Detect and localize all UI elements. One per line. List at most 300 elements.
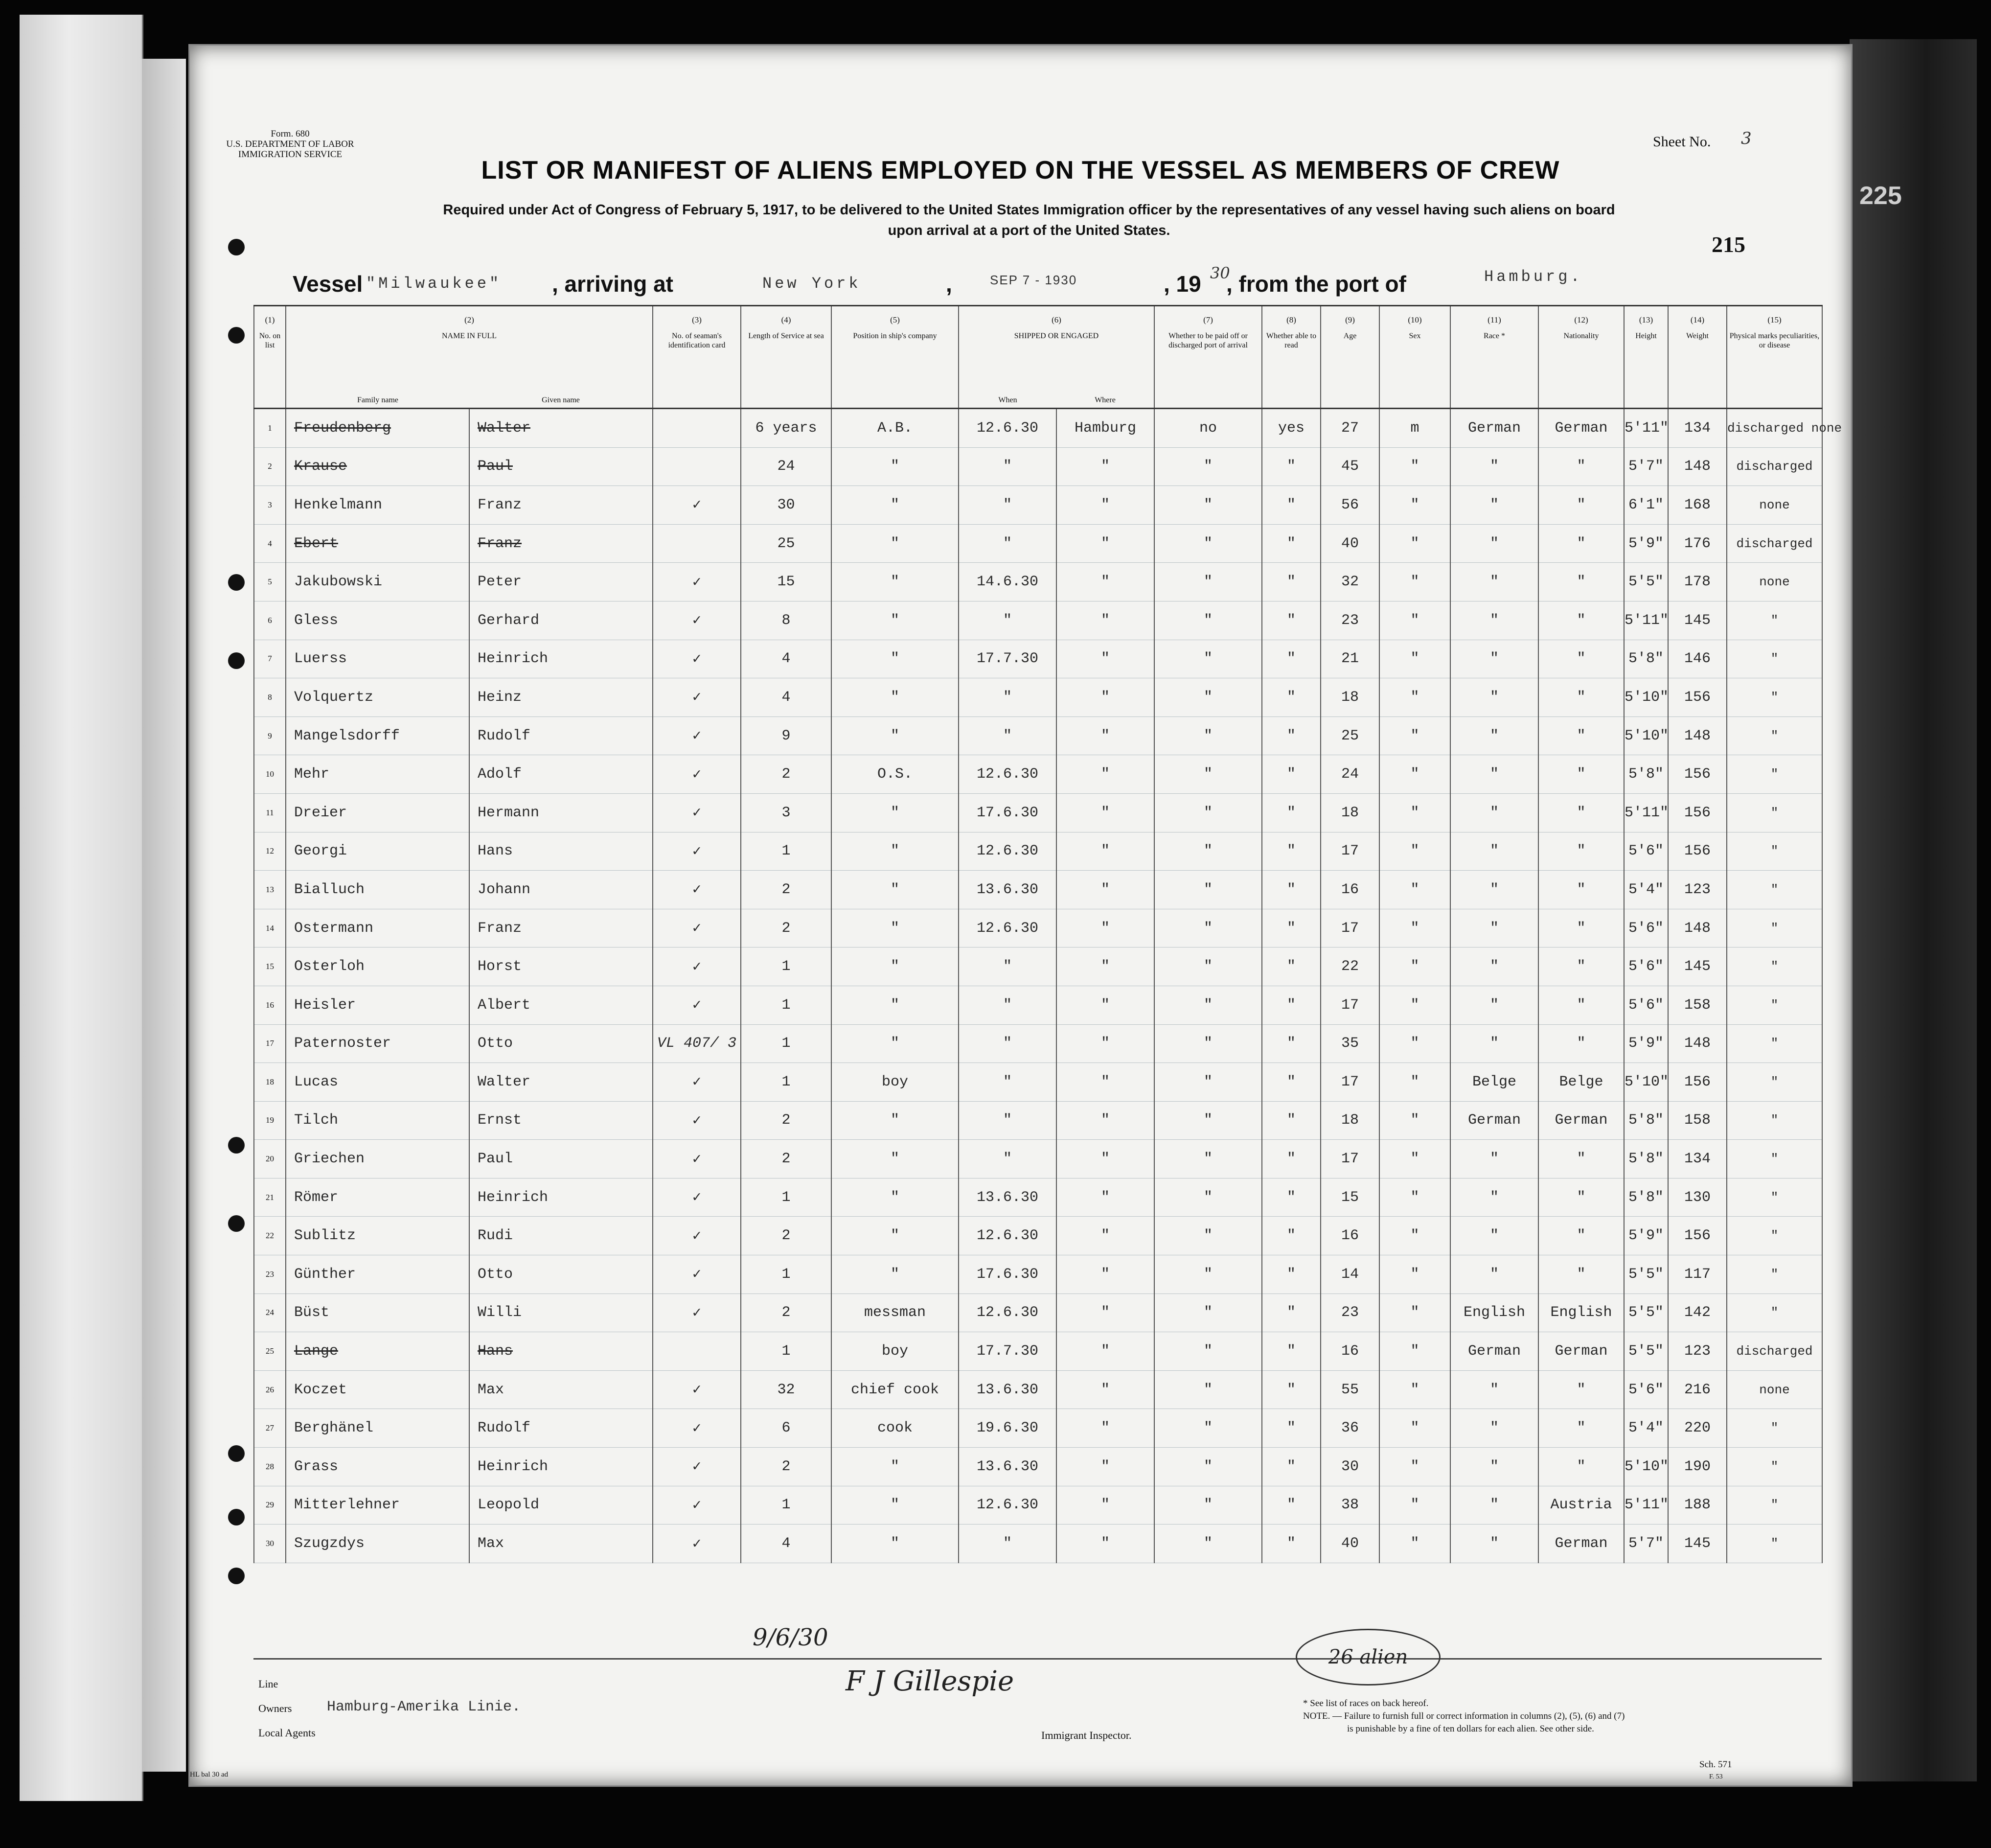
cell-weight: 145 [1668,1525,1727,1563]
cell-position: " [831,947,959,986]
subtitle-line: upon arrival at a port of the United States. [888,223,1170,238]
cell-when: " [959,1101,1056,1140]
col-position: (5) Position in ship's company [831,306,959,409]
penalty-note-cont: is punishable by a fine of ten dollars for each alien. See other side. [1347,1724,1594,1734]
cell-marks: " [1727,1101,1822,1140]
cell-age: 16 [1321,871,1379,909]
cell-paid: " [1154,1217,1262,1255]
cell-race: " [1450,793,1538,832]
col-paid-off: (7) Whether to be paid off or discharged port of arrival [1154,306,1262,409]
cell-service: 4 [741,1525,831,1563]
cell-race: " [1450,486,1538,525]
col-age: (9) Age [1321,306,1379,409]
cell-card: ✓ [653,1525,741,1563]
cell-card [653,1332,741,1371]
cell-family: Gless [286,601,469,640]
cell-weight: 145 [1668,601,1727,640]
table-row [254,1140,1822,1178]
cell-family: Heisler [286,986,469,1024]
cell-service: 3 [741,793,831,832]
cell-paid: no [1154,409,1262,448]
cell-marks: " [1727,1024,1822,1063]
cell-nat: " [1538,447,1624,486]
cell-when: " [959,1024,1056,1063]
cell-no: 12 [254,832,286,871]
table-row [254,563,1822,601]
cell-marks: " [1727,832,1822,871]
table-row [254,909,1822,947]
cell-where: " [1056,524,1154,563]
punch-hole [228,1445,245,1462]
cell-sex: " [1379,1332,1450,1371]
cell-given: Heinrich [469,1178,653,1217]
cell-read: " [1262,1255,1321,1294]
cell-nat: " [1538,563,1624,601]
table-row [254,793,1822,832]
cell-no: 28 [254,1448,286,1486]
cell-sex: " [1379,909,1450,947]
cell-weight: 176 [1668,524,1727,563]
stamp-number: 215 [1712,232,1745,257]
year-prefix: , 19 [1164,271,1201,297]
cell-paid: " [1154,1332,1262,1371]
cell-race: " [1450,986,1538,1024]
cell-sex: " [1379,1063,1450,1102]
cell-paid: " [1154,1486,1262,1525]
cell-paid: " [1154,486,1262,525]
cell-height: 5'7" [1624,1525,1668,1563]
cell-nat: " [1538,871,1624,909]
cell-nat: " [1538,1140,1624,1178]
cell-age: 23 [1321,1294,1379,1332]
vessel-line [190,264,1851,300]
cell-no: 7 [254,640,286,678]
cell-nat: " [1538,1370,1624,1409]
cell-card [653,409,741,448]
cell-given: Hermann [469,793,653,832]
cell-card: ✓ [653,1486,741,1525]
edge-page-number: 225 [1859,182,1902,210]
cell-where: " [1056,601,1154,640]
cell-card: ✓ [653,1255,741,1294]
cell-height: 5'6" [1624,986,1668,1024]
cell-no: 17 [254,1024,286,1063]
cell-family: Krause [286,447,469,486]
cell-weight: 220 [1668,1409,1727,1448]
cell-paid: " [1154,1101,1262,1140]
cell-no: 21 [254,1178,286,1217]
cell-given: Peter [469,563,653,601]
cell-nat: " [1538,1255,1624,1294]
cell-paid: " [1154,640,1262,678]
cell-position: " [831,1448,959,1486]
cell-no: 19 [254,1101,286,1140]
cell-race: " [1450,1486,1538,1525]
punch-hole [228,1137,245,1154]
cell-when: " [959,716,1056,755]
cell-weight: 190 [1668,1448,1727,1486]
vessel-label: Vessel [293,271,363,297]
cell-given: Horst [469,947,653,986]
cell-weight: 156 [1668,1063,1727,1102]
table-row [254,871,1822,909]
cell-weight: 156 [1668,755,1727,794]
cell-paid: " [1154,1178,1262,1217]
cell-given: Gerhard [469,601,653,640]
cell-position: " [831,1525,959,1563]
cell-card: ✓ [653,1409,741,1448]
cell-height: 5'8" [1624,1101,1668,1140]
cell-race: " [1450,1409,1538,1448]
cell-card: ✓ [653,1370,741,1409]
cell-sex: " [1379,563,1450,601]
cell-service: 2 [741,1217,831,1255]
cell-read: " [1262,1063,1321,1102]
cell-service: 1 [741,1063,831,1102]
cell-where: " [1056,871,1154,909]
cell-position: " [831,563,959,601]
cell-race: " [1450,1217,1538,1255]
cell-when: 12.6.30 [959,409,1056,448]
cell-when: 13.6.30 [959,1448,1056,1486]
cell-sex: " [1379,1024,1450,1063]
cell-race: " [1450,755,1538,794]
table-row [254,947,1822,986]
cell-no: 27 [254,1409,286,1448]
cell-read: " [1262,524,1321,563]
cell-weight: 156 [1668,1217,1727,1255]
cell-weight: 145 [1668,947,1727,986]
cell-service: 1 [741,1178,831,1217]
page-title: LIST OR MANIFEST OF ALIENS EMPLOYED ON THE VESSEL AS MEMBERS OF CREW [481,156,1560,185]
cell-where: " [1056,1178,1154,1217]
cell-service: 1 [741,1024,831,1063]
cell-where: " [1056,755,1154,794]
inspector-signature: F J Gillespie [846,1665,1014,1697]
cell-marks: discharged none [1727,409,1822,448]
col-service: (4) Length of Service at sea [741,306,831,409]
sheet-label: Sheet No. [1653,134,1711,150]
cell-weight: 178 [1668,563,1727,601]
cell-age: 17 [1321,986,1379,1024]
cell-sex: " [1379,986,1450,1024]
cell-given: Heinz [469,678,653,717]
cell-age: 17 [1321,1140,1379,1178]
cell-where: " [1056,1294,1154,1332]
table-row [254,716,1822,755]
cell-marks: " [1727,1178,1822,1217]
table-row [254,1409,1822,1448]
col-given-name: Given name [542,396,580,404]
cell-read: " [1262,909,1321,947]
cell-when: " [959,1525,1056,1563]
cell-paid: " [1154,1370,1262,1409]
cell-service: 2 [741,1140,831,1178]
cell-position: " [831,1024,959,1063]
cell-read: " [1262,640,1321,678]
cell-position: " [831,601,959,640]
cell-race: " [1450,871,1538,909]
cell-weight: 146 [1668,640,1727,678]
cell-card: ✓ [653,1178,741,1217]
cell-age: 16 [1321,1217,1379,1255]
arriving-label: , arriving at [552,271,673,297]
cell-no: 13 [254,871,286,909]
cell-height: 5'6" [1624,832,1668,871]
cell-read: " [1262,1178,1321,1217]
cell-given: Franz [469,524,653,563]
cell-race: " [1450,524,1538,563]
cell-family: Griechen [286,1140,469,1178]
table-row [254,832,1822,871]
cell-read: " [1262,832,1321,871]
cell-card: ✓ [653,1294,741,1332]
cell-paid: " [1154,563,1262,601]
cell-service: 30 [741,486,831,525]
inspector-label: Immigrant Inspector. [1041,1729,1132,1741]
cell-sex: " [1379,793,1450,832]
cell-nat: " [1538,1024,1624,1063]
cell-read: " [1262,1448,1321,1486]
cell-family: Grass [286,1448,469,1486]
cell-height: 5'6" [1624,947,1668,986]
cell-paid: " [1154,1409,1262,1448]
cell-nat: German [1538,1332,1624,1371]
cell-when: 19.6.30 [959,1409,1056,1448]
cell-read: yes [1262,409,1321,448]
col-name: (2) NAME IN FULL Family name Given name [286,306,653,409]
cell-where: " [1056,563,1154,601]
table-row [254,755,1822,794]
cell-given: Hans [469,1332,653,1371]
cell-height: 5'6" [1624,1370,1668,1409]
cell-family: Berghänel [286,1409,469,1448]
cell-height: 5'11" [1624,793,1668,832]
cell-family: Mitterlehner [286,1486,469,1525]
cell-paid: " [1154,909,1262,947]
cell-weight: 148 [1668,447,1727,486]
col-nationality: (12) Nationality [1538,306,1624,409]
table-row [254,1370,1822,1409]
cell-race: " [1450,601,1538,640]
cell-age: 17 [1321,832,1379,871]
cell-family: Büst [286,1294,469,1332]
form-number: Form. 680 [271,129,310,139]
cell-nat: " [1538,640,1624,678]
cell-given: Max [469,1525,653,1563]
cell-race: " [1450,832,1538,871]
cell-paid: " [1154,986,1262,1024]
cell-weight: 156 [1668,832,1727,871]
cell-family: Mehr [286,755,469,794]
cell-position: boy [831,1063,959,1102]
table-bottom-rule [253,1658,1822,1660]
cell-marks: " [1727,793,1822,832]
cell-when: " [959,1140,1056,1178]
cell-when: " [959,1063,1056,1102]
cell-race: " [1450,1525,1538,1563]
cell-weight: 158 [1668,1101,1727,1140]
cell-weight: 216 [1668,1370,1727,1409]
cell-age: 30 [1321,1448,1379,1486]
cell-card: ✓ [653,716,741,755]
cell-when: " [959,524,1056,563]
table-row [254,447,1822,486]
footnote-block [1303,1697,1792,1735]
col-family-name: Family name [357,396,398,404]
cell-height: 5'8" [1624,1140,1668,1178]
cell-nat: " [1538,1448,1624,1486]
cell-sex: " [1379,1101,1450,1140]
cell-height: 5'11" [1624,1486,1668,1525]
cell-age: 18 [1321,793,1379,832]
cell-nat: " [1538,1217,1624,1255]
cell-position: " [831,1217,959,1255]
cell-weight: 117 [1668,1255,1727,1294]
cell-when: " [959,601,1056,640]
cell-height: 5'4" [1624,1409,1668,1448]
cell-family: Günther [286,1255,469,1294]
table-row [254,986,1822,1024]
cell-age: 24 [1321,755,1379,794]
cell-marks: " [1727,947,1822,986]
cell-position: " [831,486,959,525]
cell-card: VL 407/ 3 [653,1024,741,1063]
cell-read: " [1262,755,1321,794]
cell-service: 6 years [741,409,831,448]
cell-race: " [1450,947,1538,986]
cell-weight: 156 [1668,678,1727,717]
cell-position: " [831,1178,959,1217]
cell-no: 23 [254,1255,286,1294]
cell-sex: " [1379,486,1450,525]
cell-paid: " [1154,832,1262,871]
cell-where: " [1056,1409,1154,1448]
cell-when: 12.6.30 [959,909,1056,947]
table-row [254,601,1822,640]
cell-family: Jakubowski [286,563,469,601]
cell-given: Heinrich [469,640,653,678]
cell-position: " [831,871,959,909]
cell-family: Lucas [286,1063,469,1102]
cell-read: " [1262,486,1321,525]
cell-card: ✓ [653,832,741,871]
cell-read: " [1262,601,1321,640]
cell-service: 4 [741,640,831,678]
subtitle-line: Required under Act of Congress of February 5, 1917, to be delivered to the United States Immigration officer by the representatives of any vessel having such aliens on board [443,202,1615,218]
cell-service: 2 [741,1101,831,1140]
cell-weight: 148 [1668,716,1727,755]
cell-read: " [1262,1332,1321,1371]
cell-height: 5'8" [1624,755,1668,794]
cell-age: 38 [1321,1486,1379,1525]
service-name: IMMIGRATION SERVICE [238,149,343,160]
cell-card: ✓ [653,986,741,1024]
cell-read: " [1262,1024,1321,1063]
cell-read: " [1262,1140,1321,1178]
cell-marks: none [1727,486,1822,525]
cell-family: Sublitz [286,1217,469,1255]
cell-position: chief cook [831,1370,959,1409]
cell-where: " [1056,1332,1154,1371]
cell-card: ✓ [653,1101,741,1140]
cell-given: Albert [469,986,653,1024]
cell-paid: " [1154,871,1262,909]
adjacent-page-edge [20,15,143,1801]
cell-given: Paul [469,1140,653,1178]
line-label: Line [258,1678,278,1690]
cell-weight: 142 [1668,1294,1727,1332]
cell-height: 5'4" [1624,871,1668,909]
table-row [254,1486,1822,1525]
cell-read: " [1262,1486,1321,1525]
crew-manifest-table [253,305,1842,1563]
cell-when: 12.6.30 [959,832,1056,871]
cell-race: German [1450,409,1538,448]
cell-marks: " [1727,640,1822,678]
cell-marks: " [1727,716,1822,755]
cell-race: " [1450,1140,1538,1178]
owners-value: Hamburg-Amerika Linie. [327,1699,521,1715]
cell-weight: 130 [1668,1178,1727,1217]
cell-position: " [831,1140,959,1178]
cell-service: 8 [741,601,831,640]
cell-age: 45 [1321,447,1379,486]
cell-when: " [959,947,1056,986]
cell-service: 6 [741,1409,831,1448]
cell-nat: " [1538,832,1624,871]
cell-card: ✓ [653,871,741,909]
year-suffix: 30 [1210,264,1230,282]
cell-when: 12.6.30 [959,755,1056,794]
cell-sex: " [1379,1486,1450,1525]
punch-hole [228,1509,245,1525]
cell-card: ✓ [653,947,741,986]
cell-position: " [831,909,959,947]
cell-when: 14.6.30 [959,563,1056,601]
cell-given: Rudi [469,1217,653,1255]
cell-read: " [1262,793,1321,832]
cell-when: 12.6.30 [959,1294,1056,1332]
cell-height: 5'10" [1624,1448,1668,1486]
cell-weight: 168 [1668,486,1727,525]
cell-card: ✓ [653,601,741,640]
cell-family: Tilch [286,1101,469,1140]
cell-marks: none [1727,563,1822,601]
cell-where: " [1056,1063,1154,1102]
cell-nat: " [1538,1409,1624,1448]
cell-height: 5'10" [1624,678,1668,717]
cell-sex: " [1379,524,1450,563]
cell-age: 22 [1321,947,1379,986]
cell-given: Paul [469,447,653,486]
cell-service: 15 [741,563,831,601]
cell-service: 25 [741,524,831,563]
cell-given: Otto [469,1255,653,1294]
cell-position: O.S. [831,755,959,794]
printer-mark: HL bal 30 ad [190,1771,229,1779]
cell-family: Georgi [286,832,469,871]
cell-position: " [831,716,959,755]
cell-nat: " [1538,1178,1624,1217]
cell-position: messman [831,1294,959,1332]
cell-sex: " [1379,640,1450,678]
cell-age: 40 [1321,1525,1379,1563]
cell-position: " [831,832,959,871]
cell-no: 4 [254,524,286,563]
cell-family: Osterloh [286,947,469,986]
cell-no: 15 [254,947,286,986]
